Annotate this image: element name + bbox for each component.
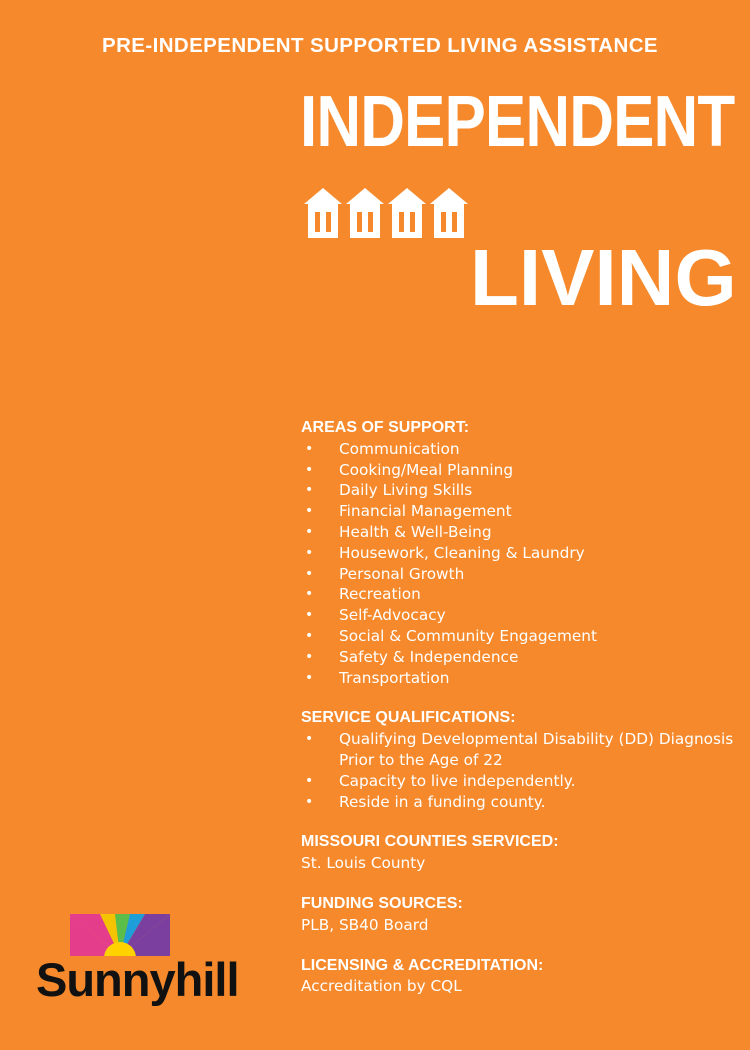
section-text: PLB, SB40 Board — [301, 915, 429, 934]
sunburst-icon — [70, 914, 170, 956]
section-heading: SERVICE QUALIFICATIONS: — [301, 709, 516, 727]
list-item: • Self-Advocacy — [301, 605, 741, 626]
list-item: • Housework, Cleaning & Laundry — [301, 543, 741, 564]
list-item: • Safety & Independence — [301, 647, 741, 668]
page-title: PRE-INDEPENDENT SUPPORTED LIVING ASSISTANCE — [102, 34, 658, 57]
list-item: • Personal Growth — [301, 564, 741, 585]
section-heading: AREAS OF SUPPORT: — [301, 419, 470, 436]
service-qualifications-section — [301, 708, 741, 812]
section-text: St. Louis County — [301, 854, 426, 873]
section-heading: MISSOURI COUNTIES SERVICED: — [301, 833, 559, 851]
list-item: • Recreation — [301, 584, 741, 605]
licensing-section — [301, 956, 741, 998]
list-item: • Capacity to live independently. — [301, 771, 741, 792]
list-item: • Health & Well-Being — [301, 522, 741, 543]
funding-section — [301, 894, 741, 936]
areas-of-support-list — [301, 439, 741, 689]
list-item: • Cooking/Meal Planning — [301, 460, 741, 481]
list-item: • Reside in a funding county. — [301, 792, 741, 813]
areas-of-support-section — [301, 418, 741, 688]
list-item: • Social & Community Engagement — [301, 626, 741, 647]
list-item: • Communication — [301, 439, 741, 460]
sunnyhill-logo — [36, 914, 266, 1014]
independent-living-logo — [300, 82, 737, 322]
section-text: Accreditation by CQL — [301, 977, 462, 996]
brand-name: Sunnyhill — [36, 953, 239, 1006]
logo-line-independent: INDEPENDENT — [300, 82, 735, 162]
list-item: • Financial Management — [301, 501, 741, 522]
list-item: • Transportation — [301, 668, 741, 689]
section-heading: LICENSING & ACCREDITATION: — [301, 956, 544, 974]
logo-line-living: LIVING — [470, 233, 737, 322]
service-qualifications-list — [301, 729, 741, 812]
counties-section — [301, 832, 741, 874]
list-item: • Daily Living Skills — [301, 480, 741, 501]
list-item: • Qualifying Developmental Disability (DD) Diagnosis Prior to the Age of 22 — [301, 729, 741, 771]
section-heading: FUNDING SOURCES: — [301, 894, 463, 912]
info-content — [301, 418, 741, 1017]
